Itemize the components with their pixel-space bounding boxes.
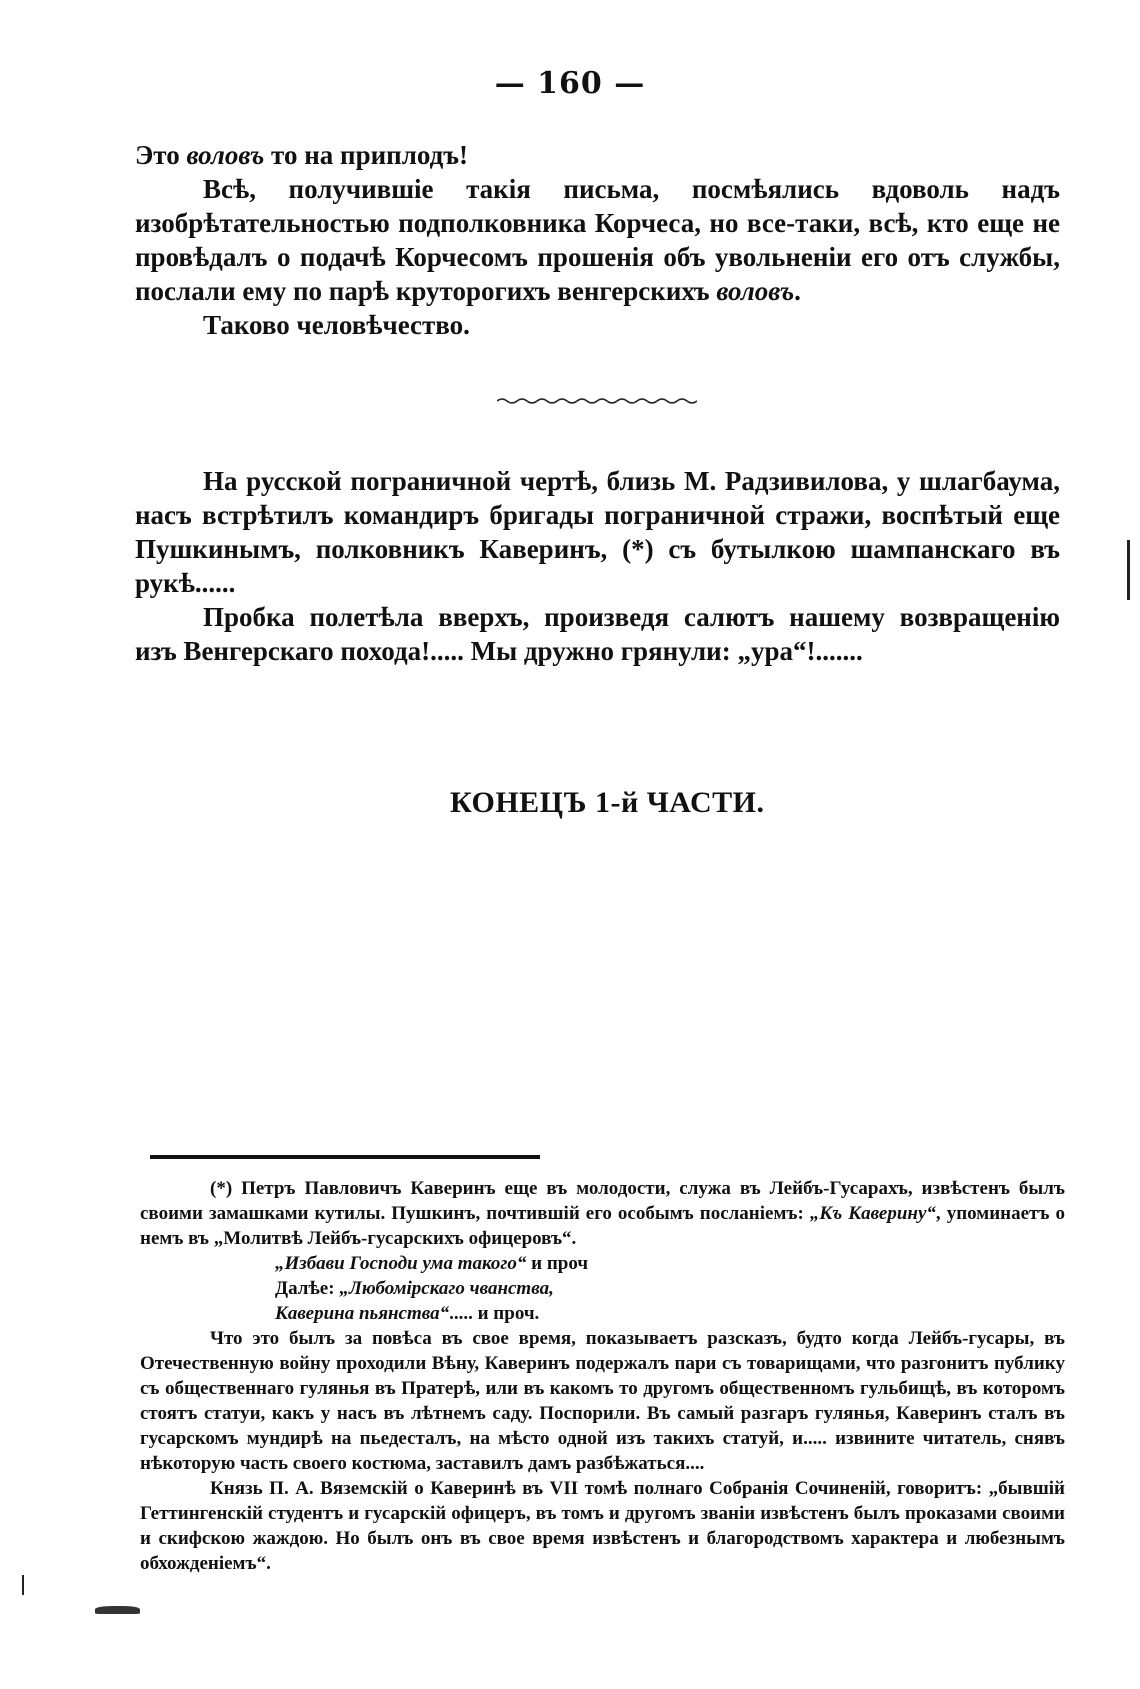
italic-word: воловъ	[186, 140, 265, 170]
paragraph-oxen-line: Это воловъ то на приплодъ!	[135, 140, 468, 170]
ink-smudge	[95, 1606, 140, 1614]
paragraph-border-crossing: На русской пограничной чертѣ, близь М. Радзивилова, у шлагбаума, насъ встрѣтилъ командиръ бригады пограничной стражи, воспѣтый еще Пушкинымъ, полковникъ Каверинъ, (*) съ бутылкою шампанскаго въ рукѣ......	[135, 466, 1060, 598]
scan-edge-mark	[22, 1575, 24, 1595]
footnote-divider	[150, 1155, 540, 1159]
part-end-title: КОНЕЦЪ 1-й ЧАСТИ.	[450, 786, 765, 819]
paragraph-letters: Всѣ, получившіе такія письма, посмѣялись вдоволь надъ изобрѣтательностью подполковника Корчеса, но все-таки, всѣ, кто еще не провѣдалъ о подачѣ Корчесомъ прошенія объ увольненіи его отъ службы, послали ему по парѣ круторогихъ венгерскихъ воловъ.	[135, 174, 1060, 306]
footnote-verse-line: Каверина пьянства“..... и проч.	[275, 1303, 540, 1324]
italic-word: воловъ	[716, 276, 795, 306]
page-number: — 160 —	[494, 66, 646, 101]
footnote-section	[140, 1176, 1065, 1576]
footnote-verse-line: „Избави Господи ума такого“ и проч	[275, 1253, 589, 1274]
scan-edge-mark	[1127, 540, 1130, 600]
paragraph-humanity: Таково человѣчество.	[203, 310, 470, 340]
paragraph-champagne: Пробка полетѣла вверхъ, произведя салютъ нашему возвращенію изъ Венгерскаго похода!..... Мы дружно грянули: „ура“!.......	[135, 602, 1060, 666]
text-block-border	[135, 464, 1060, 668]
wavy-divider	[497, 396, 697, 406]
footnote-verse-line: Далѣе: „Любомірскаго чванства,	[275, 1278, 554, 1299]
footnote-paragraph-anecdote: Что это былъ за повѣса въ свое время, показываетъ разсказъ, будто когда Лейбъ-гусары, въ Отечественную войну проходили Вѣну, Каверинъ подержалъ пари съ товарищами, что разгонитъ публику съ общественнаго гулянья въ Пратерѣ, или въ какомъ то другомъ общественномъ гульбищѣ, въ которомъ стоятъ статуи, какъ у насъ въ лѣтнемъ саду. Поспорили. Въ самый разгаръ гулянья, Каверинъ сталъ въ гусарскомъ мундирѣ на пьедесталъ, на мѣсто одной изъ такихъ статуй, и..... извините читатель, снявъ нѣкоторую часть своего костюма, заставилъ дамъ разбѣжаться....	[140, 1328, 1065, 1474]
footnote-paragraph-kaverin: (*) Петръ Павловичъ Каверинъ еще въ молодости, служа въ Лейбъ-Гусарахъ, извѣстенъ былъ своими замашками кутилы. Пушкинъ, почтившій его особымъ посланіемъ: „Къ Каверину“, упоминаетъ о немъ въ „Молитвѣ Лейбъ-гусарскихъ офицеровъ“.	[140, 1178, 1065, 1249]
footnote-paragraph-vyazemsky: Князь П. А. Вяземскій о Каверинѣ въ VII томѣ полнаго Собранія Сочиненій, говоритъ: „бывшій Геттингенскій студентъ и гусарскій офицеръ, въ томъ и другомъ званіи извѣстенъ былъ проказами своими и скифскою жаждою. Но былъ онъ въ свое время извѣстенъ и благородствомъ характера и любезнымъ обхожденіемъ“.	[140, 1478, 1065, 1574]
italic-title: „Къ Каверину“	[809, 1203, 936, 1224]
text-block-top	[135, 138, 1060, 342]
